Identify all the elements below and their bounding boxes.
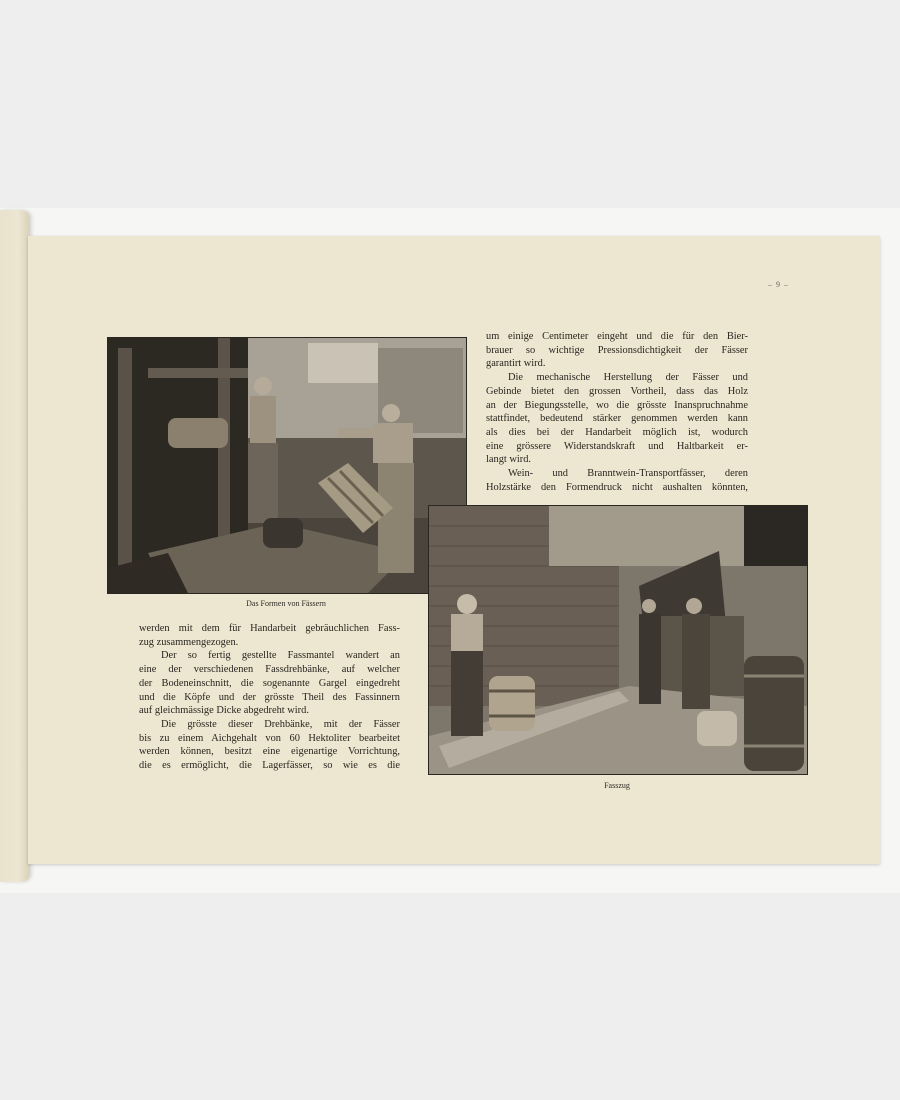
paragraph (486, 467, 748, 494)
text-line: werden können, besitzt eine eigenartige Vorrichtung, (139, 746, 400, 758)
paragraph (139, 649, 400, 718)
text-line: an der Biegungsstelle, wo die grösste Inanspruchnahme (486, 399, 748, 411)
text-line: um einige Centimeter eingeht und die für den Bier- (486, 331, 748, 342)
text-line: eine grössere Widerstandskraft und Haltbarkeit er- (486, 440, 748, 452)
text-line: und die Köpfe und der grösste Theil des Fassinnern (139, 691, 400, 703)
text-line: zug zusammengezogen. (139, 636, 239, 648)
body-text-right-column (486, 330, 748, 494)
text-line: der Bodeneinschnitt, die sogenannte Gargel eingedreht (139, 677, 400, 689)
photo-fasszug (428, 505, 808, 775)
text-line: Gebinde bietet den grossen Vortheil, dass das Holz (486, 385, 748, 397)
photo-caption: Das Formen von Fässern (246, 599, 326, 608)
body-text-left-column (139, 622, 400, 773)
text-line: Wein- und Branntwein-Transportfässer, deren (508, 468, 748, 480)
text-line: garantirt wird. (486, 358, 546, 370)
paragraph (139, 718, 400, 773)
text-line: werden mit dem für Handarbeit gebräuchlichen Fass- (139, 623, 400, 634)
text-line: Die mechanische Herstellung der Fässer und (508, 372, 748, 384)
text-line: eine der verschiedenen Fassdrehbänke, auf welcher (139, 664, 400, 676)
paragraph (139, 622, 400, 649)
page-number: – 9 – (768, 280, 789, 289)
left-page-edge (0, 210, 30, 882)
paragraph (486, 330, 748, 371)
paragraph (486, 371, 748, 467)
text-line: auf gleichmässige Dicke abgedreht wird. (139, 705, 309, 717)
text-line: stattfindet, bedeutend stärker genommen werden kann (486, 413, 748, 425)
text-line: Die grösste dieser Drehbänke, mit der Fässer (161, 718, 400, 730)
text-line: brauer so wichtige Pressionsdichtigkeit der Fässer (486, 344, 748, 356)
text-line: als dies bei der Handarbeit möglich ist, wodurch (486, 426, 748, 438)
text-line: langt wird. (486, 454, 532, 466)
text-line: Der so fertig gestellte Fassmantel wandert an (161, 650, 400, 662)
photo-caption: Fasszug (604, 781, 630, 790)
text-line: bis zu einem Aichgehalt von 60 Hektoliter bearbeitet (139, 732, 400, 744)
photo-barrel-forming (107, 337, 467, 594)
text-line: die es ermöglicht, die Lagerfässer, so wie es die (139, 760, 400, 772)
text-line: Holzstärke den Formendruck nicht aushalten könnten, (486, 481, 748, 493)
